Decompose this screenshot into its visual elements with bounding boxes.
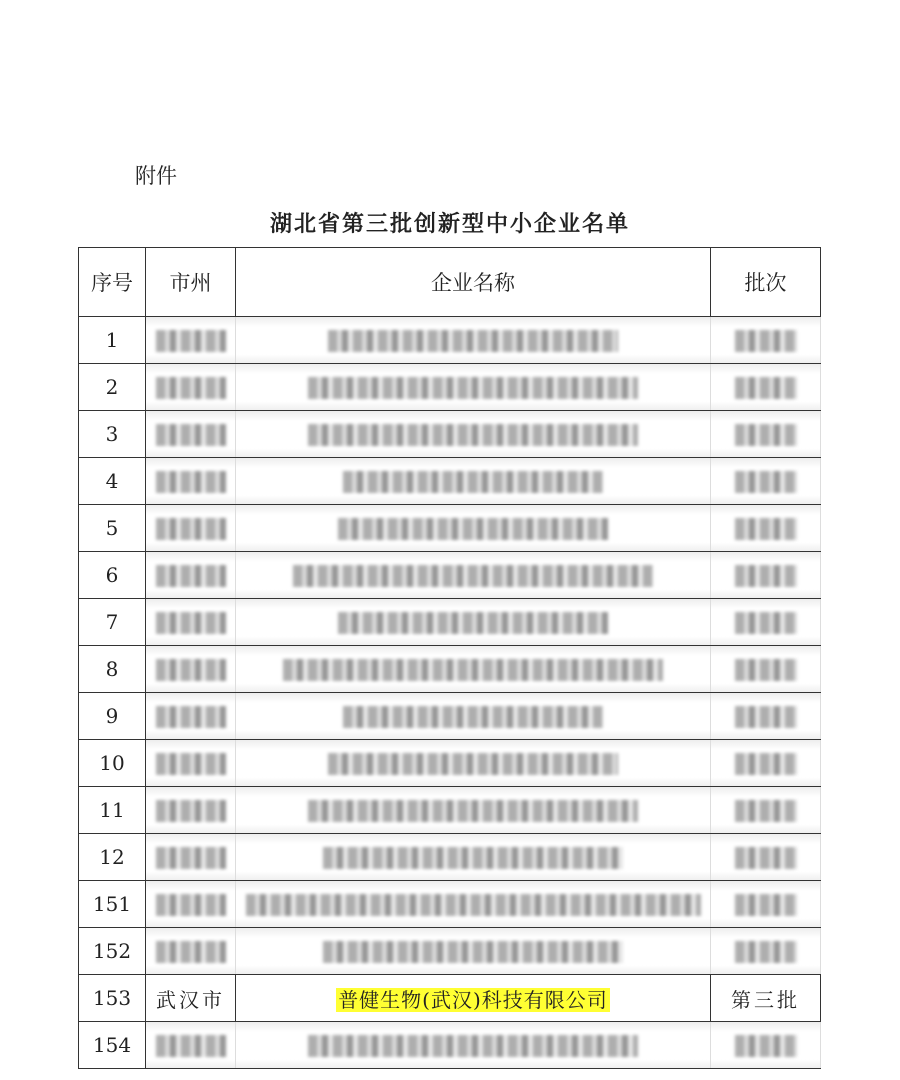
header-city: 市州 (146, 248, 236, 317)
batch-cell-redacted (711, 787, 821, 834)
redacted-text (156, 800, 226, 822)
redacted-text (735, 706, 797, 728)
table-row (79, 881, 821, 928)
redacted-text (156, 847, 226, 869)
redacted-text (735, 659, 797, 681)
row-number: 9 (79, 693, 146, 740)
row-number: 1 (79, 317, 146, 364)
company-cell-redacted (236, 928, 711, 975)
company-cell-redacted (236, 552, 711, 599)
table-row (79, 1022, 821, 1069)
company-cell-redacted (236, 881, 711, 928)
table-row (79, 317, 821, 364)
redacted-text (156, 612, 226, 634)
company-cell-redacted (236, 364, 711, 411)
batch-cell-redacted (711, 928, 821, 975)
redacted-text (735, 518, 797, 540)
redacted-text (735, 565, 797, 587)
company-cell (236, 975, 711, 1022)
table-row (79, 693, 821, 740)
company-cell-redacted (236, 317, 711, 364)
row-number: 11 (79, 787, 146, 834)
batch-cell-redacted (711, 317, 821, 364)
redacted-text (156, 471, 226, 493)
city-cell-redacted (146, 834, 236, 881)
redacted-text (246, 894, 701, 916)
batch-cell-redacted (711, 599, 821, 646)
company-cell-redacted (236, 693, 711, 740)
batch-cell-redacted (711, 740, 821, 787)
table-row (79, 740, 821, 787)
redacted-text (735, 612, 797, 634)
redacted-text (308, 1035, 638, 1057)
table-header-row (79, 248, 821, 317)
company-list-table (78, 247, 821, 1069)
document-title: 湖北省第三批创新型中小企业名单 (269, 212, 630, 237)
redacted-text (735, 894, 797, 916)
redacted-text (328, 753, 618, 775)
redacted-text (735, 471, 797, 493)
city-cell-redacted (146, 599, 236, 646)
row-number: 151 (79, 881, 146, 928)
batch-cell-redacted (711, 834, 821, 881)
row-number: 3 (79, 411, 146, 458)
company-cell-redacted (236, 411, 711, 458)
redacted-text (156, 659, 226, 681)
company-cell-redacted (236, 740, 711, 787)
company-cell-redacted (236, 834, 711, 881)
city-cell-redacted (146, 552, 236, 599)
redacted-text (156, 330, 226, 352)
batch-cell-redacted (711, 881, 821, 928)
batch-cell-redacted (711, 693, 821, 740)
header-number: 序号 (79, 248, 146, 317)
city-cell-redacted (146, 1022, 236, 1069)
redacted-text (156, 941, 226, 963)
redacted-text (735, 941, 797, 963)
redacted-text (156, 424, 226, 446)
city-cell: 武汉市 (146, 975, 236, 1022)
company-cell-redacted (236, 1022, 711, 1069)
batch-cell: 第三批 (711, 975, 821, 1022)
table-row (79, 646, 821, 693)
table-row (79, 834, 821, 881)
redacted-text (308, 424, 638, 446)
attachment-label: 附件 (135, 164, 177, 188)
redacted-text (156, 518, 226, 540)
redacted-text (156, 706, 226, 728)
row-number: 152 (79, 928, 146, 975)
batch-cell-redacted (711, 364, 821, 411)
redacted-text (156, 377, 226, 399)
redacted-text (156, 753, 226, 775)
company-cell-redacted (236, 505, 711, 552)
city-cell-redacted (146, 411, 236, 458)
redacted-text (735, 847, 797, 869)
redacted-text (283, 659, 663, 681)
company-cell-redacted (236, 646, 711, 693)
row-number: 4 (79, 458, 146, 505)
redacted-text (328, 330, 618, 352)
city-cell-redacted (146, 740, 236, 787)
batch-cell-redacted (711, 646, 821, 693)
row-number: 12 (79, 834, 146, 881)
redacted-text (338, 518, 608, 540)
city-cell-redacted (146, 364, 236, 411)
redacted-text (735, 377, 797, 399)
row-number: 154 (79, 1022, 146, 1069)
batch-cell-redacted (711, 552, 821, 599)
redacted-text (308, 377, 638, 399)
batch-cell-redacted (711, 505, 821, 552)
row-number: 8 (79, 646, 146, 693)
table-row (79, 787, 821, 834)
batch-cell-redacted (711, 1022, 821, 1069)
table-row (79, 599, 821, 646)
row-number: 10 (79, 740, 146, 787)
redacted-text (343, 706, 603, 728)
table-row (79, 928, 821, 975)
redacted-text (735, 330, 797, 352)
redacted-text (308, 800, 638, 822)
redacted-text (156, 1035, 226, 1057)
batch-cell-redacted (711, 458, 821, 505)
highlighted-company-name: 普健生物(武汉)科技有限公司 (338, 987, 608, 1012)
redacted-text (156, 565, 226, 587)
city-cell-redacted (146, 505, 236, 552)
header-company-name: 企业名称 (236, 248, 711, 317)
redacted-text (343, 471, 603, 493)
redacted-text (293, 565, 653, 587)
redacted-text (156, 894, 226, 916)
row-number: 2 (79, 364, 146, 411)
company-cell-redacted (236, 458, 711, 505)
table-row (79, 411, 821, 458)
redacted-text (323, 941, 623, 963)
company-cell-redacted (236, 599, 711, 646)
redacted-text (735, 1035, 797, 1057)
row-number: 7 (79, 599, 146, 646)
header-batch: 批次 (711, 248, 821, 317)
redacted-text (735, 753, 797, 775)
table-row (79, 458, 821, 505)
company-cell-redacted (236, 787, 711, 834)
redacted-text (735, 424, 797, 446)
city-cell-redacted (146, 881, 236, 928)
city-cell-redacted (146, 928, 236, 975)
city-cell-redacted (146, 458, 236, 505)
row-number: 153 (79, 975, 146, 1022)
redacted-text (735, 800, 797, 822)
batch-cell-redacted (711, 411, 821, 458)
table-row (79, 364, 821, 411)
table-row (79, 552, 821, 599)
city-cell-redacted (146, 693, 236, 740)
table-row (79, 975, 821, 1022)
redacted-text (338, 612, 608, 634)
city-cell-redacted (146, 646, 236, 693)
city-cell-redacted (146, 787, 236, 834)
table-row (79, 505, 821, 552)
city-cell-redacted (146, 317, 236, 364)
redacted-text (323, 847, 623, 869)
row-number: 5 (79, 505, 146, 552)
row-number: 6 (79, 552, 146, 599)
